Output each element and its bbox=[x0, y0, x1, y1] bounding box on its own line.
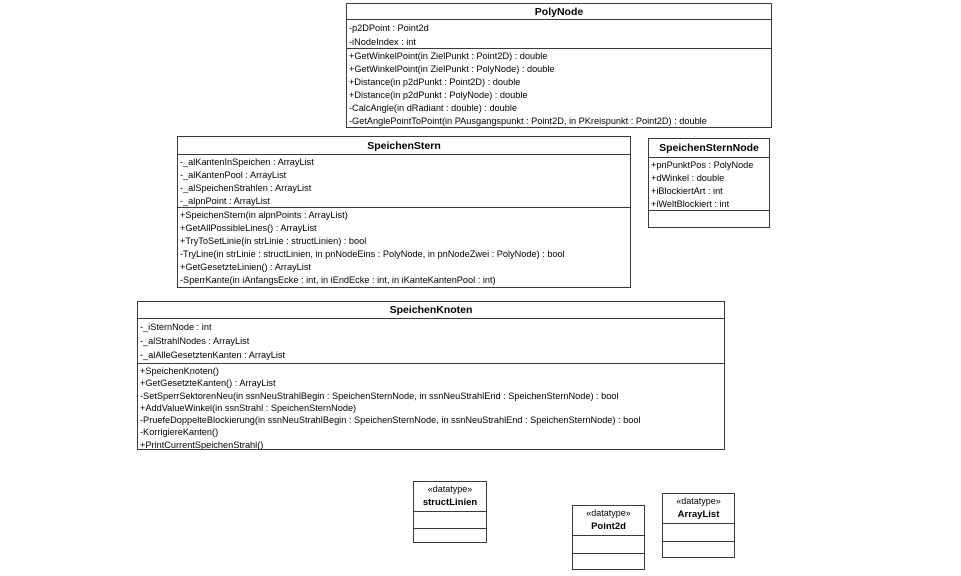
class-box-speichensternnode bbox=[648, 138, 770, 228]
datatype-box-structlinien bbox=[413, 481, 487, 543]
datatype-box-arraylist bbox=[662, 493, 735, 558]
datatype-name: ArrayList bbox=[677, 509, 720, 520]
member-row: -iNodeIndex : int bbox=[349, 37, 416, 47]
datatype-methods-empty bbox=[414, 528, 486, 542]
member-row: -SperrKante(in iAnfangsEcke : int, in iEndEcke : int, in iKanteKantenPool : int) bbox=[180, 275, 496, 285]
datatype-stereotype: «datatype» bbox=[427, 484, 473, 494]
class-box-speichenstern bbox=[177, 136, 631, 288]
datatype-title-structlinien bbox=[414, 482, 486, 509]
class-title-speichensternnode: SpeichenSternNode bbox=[659, 142, 759, 154]
class-methods-speichenknoten bbox=[138, 363, 724, 449]
member-row: -_alAlleGesetztenKanten : ArrayList bbox=[140, 350, 286, 360]
member-row: +Distance(in p2dPunkt : PolyNode) : double bbox=[349, 90, 528, 100]
member-row: -PruefeDoppelteBlockierung(in ssnNeuStrahlBegin : SpeichenSternNode, in ssnNeuStrahlEnd : SpeichenSternNode) : bool bbox=[140, 415, 641, 426]
member-row: -_alpnPoint : ArrayList bbox=[180, 196, 270, 206]
datatype-methods-empty bbox=[573, 553, 644, 569]
member-row: -_alSpeichenStrahlen : ArrayList bbox=[180, 183, 312, 193]
datatype-attributes-empty bbox=[414, 511, 486, 528]
datatype-stereotype: «datatype» bbox=[586, 508, 631, 518]
member-row: +GetWinkelPoint(in ZielPunkt : Point2D) : double bbox=[349, 51, 548, 61]
member-row: -TryLine(in strLinie : structLinien, in pnNodeEins : PolyNode, in pnNodeZwei : PolyNode) : bool bbox=[180, 249, 565, 259]
datatype-title-arraylist bbox=[663, 494, 734, 521]
datatype-attributes-empty bbox=[663, 523, 734, 541]
class-title-speichenstern: SpeichenStern bbox=[367, 139, 441, 152]
class-box-polynode bbox=[346, 3, 772, 128]
datatype-name: structLinien bbox=[422, 497, 478, 508]
member-row: -SetSperrSektorenNeu(in ssnNeuStrahlBegin : SpeichenSternNode, in ssnNeuStrahlEnd : SpeichenSternNode) : bool bbox=[140, 390, 619, 401]
member-row: -GetAnglePointToPoint(in PAusgangspunkt : Point2D, in PKreispunkt : Point2D) : double bbox=[349, 116, 707, 126]
member-row: +TryToSetLinie(in strLinie : structLinien) : bool bbox=[180, 236, 367, 246]
member-row: -CalcAngle(in dRadiant : double) : double bbox=[349, 103, 518, 113]
member-row: +Distance(in p2dPunkt : Point2D) : double bbox=[349, 77, 521, 87]
class-attributes-polynode bbox=[347, 19, 771, 48]
member-row: +pnPunktPos : PolyNode bbox=[651, 160, 754, 170]
datatype-name: Point2d bbox=[591, 521, 626, 532]
member-row: +GetWinkelPoint(in ZielPunkt : PolyNode) : double bbox=[349, 64, 555, 74]
class-attributes-speichensternnode bbox=[649, 157, 769, 210]
class-methods-polynode bbox=[347, 48, 771, 127]
member-row: +iBlockiertArt : int bbox=[651, 186, 723, 196]
member-row: +GetAllPossibleLines() : ArrayList bbox=[180, 223, 317, 233]
member-row: -p2DPoint : Point2d bbox=[349, 23, 429, 33]
member-row: +SpeichenKnoten() bbox=[140, 366, 219, 376]
member-row: -_alKantenPool : ArrayList bbox=[180, 170, 287, 180]
member-row: +PrintCurrentSpeichenStrahl() bbox=[140, 439, 264, 449]
class-attributes-speichenknoten bbox=[138, 318, 724, 363]
member-row: -_alKantenInSpeichen : ArrayList bbox=[180, 157, 314, 167]
member-row: +iWeltBlockiert : int bbox=[651, 199, 730, 209]
member-row: -_iSternNode : int bbox=[140, 322, 212, 332]
class-methods-speichensternnode bbox=[649, 210, 769, 227]
member-row: +GetGesetzteKanten() : ArrayList bbox=[140, 378, 276, 389]
datatype-title-point2d bbox=[573, 506, 644, 533]
class-methods-speichenstern bbox=[178, 207, 630, 287]
class-attributes-speichenstern bbox=[178, 154, 630, 207]
member-row: +AddValueWinkel(in ssnStrahl : SpeichenSternNode) bbox=[140, 402, 357, 413]
class-title-speichenknoten: SpeichenKnoten bbox=[389, 304, 473, 316]
member-row: +SpeichenStern(in alpnPoints : ArrayList) bbox=[180, 210, 348, 220]
member-row: +GetGesetzteLinien() : ArrayList bbox=[180, 262, 311, 272]
datatype-methods-empty bbox=[663, 541, 734, 557]
class-box-speichenknoten bbox=[137, 301, 725, 450]
datatype-attributes-empty bbox=[573, 535, 644, 553]
member-row: -_alStrahlNodes : ArrayList bbox=[140, 336, 250, 346]
class-title-polynode: PolyNode bbox=[534, 5, 584, 18]
datatype-stereotype: «datatype» bbox=[676, 496, 721, 506]
datatype-box-point2d bbox=[572, 505, 645, 570]
member-row: -KorrigiereKanten() bbox=[140, 427, 219, 438]
member-row: +dWinkel : double bbox=[651, 173, 725, 183]
